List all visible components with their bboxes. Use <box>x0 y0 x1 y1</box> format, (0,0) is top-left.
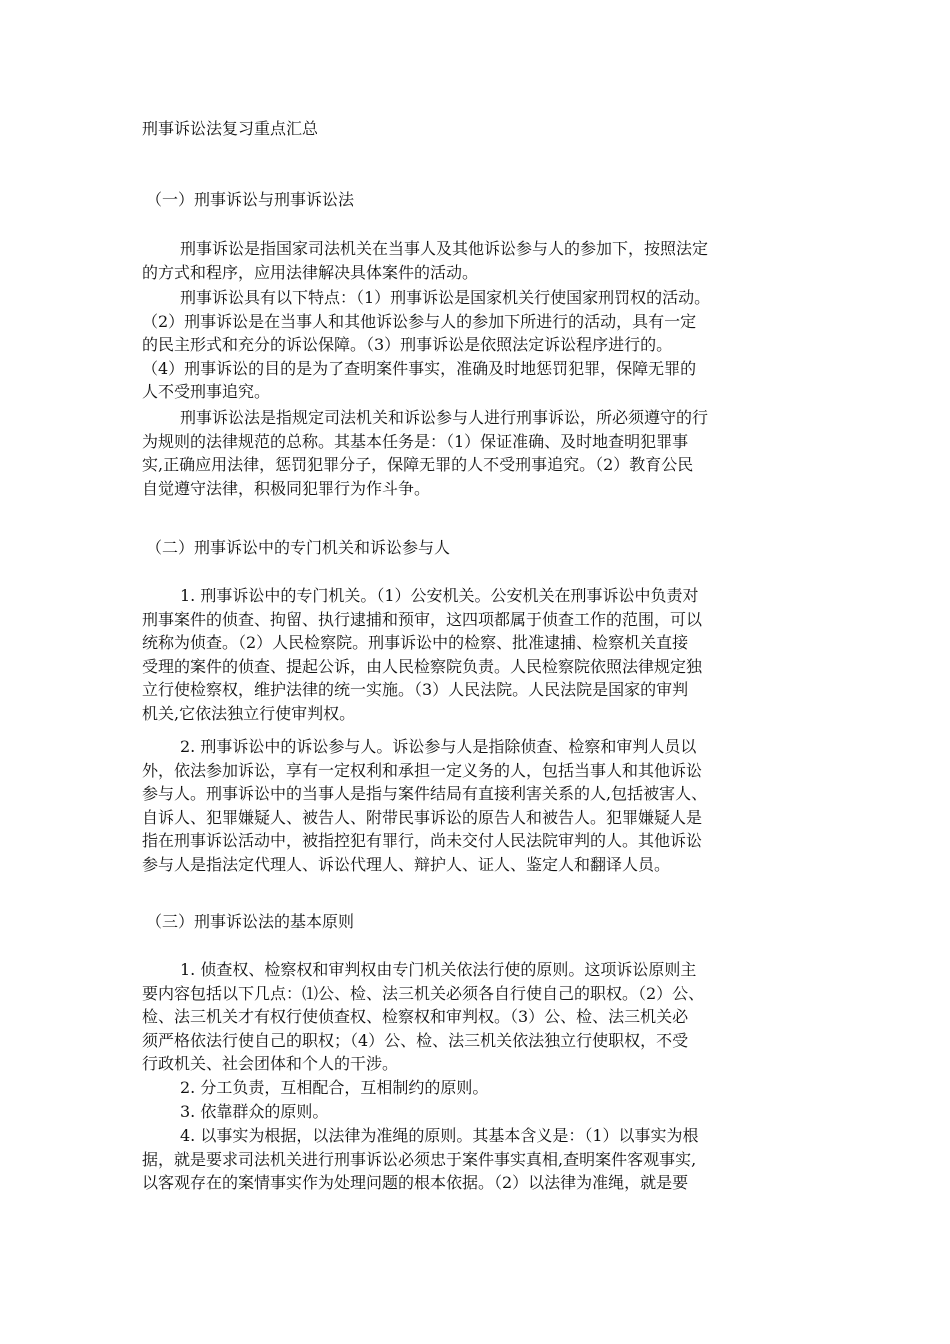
section-heading-3: （三）刑事诉讼法的基本原则 <box>146 912 355 931</box>
paragraph <box>142 958 818 1076</box>
paragraph-line: 刑事诉讼是指国家司法机关在当事人及其他诉讼参与人的参加下，按照法定 <box>180 239 709 258</box>
paragraph <box>142 735 818 876</box>
paragraph-line: 3. 依靠群众的原则。 <box>180 1102 329 1121</box>
paragraph-line: 立行使检察权，维护法律的统一实施。（3）人民法院。人民法院是国家的审判 <box>142 680 689 699</box>
paragraph <box>142 584 818 725</box>
paragraph-line: 1. 侦查权、检察权和审判权由专门机关依法行使的原则。这项诉讼原则主 <box>180 960 697 979</box>
paragraph-line: 指在刑事诉讼活动中，被指控犯有罪行，尚未交付人民法院审判的人。其他诉讼 <box>142 831 703 850</box>
paragraph-line: 的民主形式和充分的诉讼保障。（3）刑事诉讼是依照法定诉讼程序进行的。 <box>142 335 673 354</box>
paragraph <box>142 286 818 404</box>
paragraph <box>142 237 818 284</box>
paragraph-line: 人不受刑事追究。 <box>142 382 271 401</box>
paragraph-line: 刑事诉讼法是指规定司法机关和诉讼参与人进行刑事诉讼，所必须遵守的行 <box>180 408 709 427</box>
paragraph-line: 须严格依法行使自己的职权；（4）公、检、法三机关依法独立行使职权，不受 <box>142 1030 689 1050</box>
paragraph-line: 以客观存在的案情事实作为处理问题的根本依据。（2）以法律为准绳，就是要 <box>142 1173 689 1192</box>
paragraph-line: 统称为侦查。（2）人民检察院。刑事诉讼中的检察、批准逮捕、检察机关直接 <box>142 633 689 652</box>
paragraph-line: 的方式和程序，应用法律解决具体案件的活动。 <box>142 262 479 282</box>
paragraph-line: 参与人。刑事诉讼中的当事人是指与案件结局有直接利害关系的人,包括被害人、 <box>142 784 708 803</box>
paragraph-line: 参与人是指法定代理人、诉讼代理人、辩护人、证人、鉴定人和翻译人员。 <box>142 854 671 874</box>
paragraph-line: 自觉遵守法律，积极同犯罪行为作斗争。 <box>142 478 431 498</box>
paragraph-line: 外，依法参加诉讼，享有一定权利和承担一定义务的人，包括当事人和其他诉讼 <box>142 760 703 780</box>
paragraph-line: 4. 以事实为根据，以法律为准绳的原则。其基本含义是：（1）以事实为根 <box>180 1126 699 1145</box>
paragraph-line: 行政机关、社会团体和个人的干涉。 <box>142 1054 399 1073</box>
paragraph-line: 刑事案件的侦查、拘留、执行逮捕和预审，这四项都属于侦查工作的范围，可以 <box>142 609 703 629</box>
paragraph-line: （4）刑事诉讼的目的是为了查明案件事实，准确及时地惩罚犯罪，保障无罪的 <box>142 358 697 378</box>
paragraph-line: （2）刑事诉讼是在当事人和其他诉讼参与人的参加下所进行的活动，具有一定 <box>142 311 697 331</box>
paragraph-line: 2. 刑事诉讼中的诉讼参与人。诉讼参与人是指除侦查、检察和审判人员以 <box>180 737 697 756</box>
section-heading-1: （一）刑事诉讼与刑事诉讼法 <box>146 190 355 209</box>
paragraph-line: 检、法三机关才有权行使侦查权、检察权和审判权。（3）公、检、法三机关必 <box>142 1007 689 1026</box>
paragraph <box>142 1124 818 1195</box>
paragraph-line: 1. 刑事诉讼中的专门机关。（1）公安机关。公安机关在刑事诉讼中负责对 <box>180 586 699 605</box>
section-heading-2: （二）刑事诉讼中的专门机关和诉讼参与人 <box>146 538 451 557</box>
paragraph-line: 受理的案件的侦查、提起公诉，由人民检察院负责。人民检察院依照法律规定独 <box>142 656 703 676</box>
paragraph-line: 自诉人、犯罪嫌疑人、被告人、附带民事诉讼的原告人和被告人。犯罪嫌疑人是 <box>142 807 703 827</box>
paragraph-line: 实,正确应用法律，惩罚犯罪分子，保障无罪的人不受刑事追究。（2）教育公民 <box>142 455 694 474</box>
paragraph-line: 机关,它依法独立行使审判权。 <box>142 703 356 723</box>
paragraph-line: 为规则的法律规范的总称。其基本任务是：（1）保证准确、及时地查明犯罪事 <box>142 431 689 451</box>
paragraph-line: 2. 分工负责，互相配合，互相制约的原则。 <box>180 1078 489 1097</box>
paragraph-line: 刑事诉讼具有以下特点：（1）刑事诉讼是国家机关行使国家刑罚权的活动。 <box>180 288 711 307</box>
paragraph <box>142 1076 818 1100</box>
paragraph <box>142 406 818 500</box>
paragraph <box>142 1100 818 1124</box>
paragraph-line: 要内容包括以下几点：⑴公、检、法三机关必须各自行使自己的职权。（2）公、 <box>142 983 705 1003</box>
document-title: 刑事诉讼法复习重点汇总 <box>142 119 319 138</box>
paragraph-line: 据，就是要求司法机关进行刑事诉讼必须忠于案件事实真相,查明案件客观事实, <box>142 1149 697 1169</box>
